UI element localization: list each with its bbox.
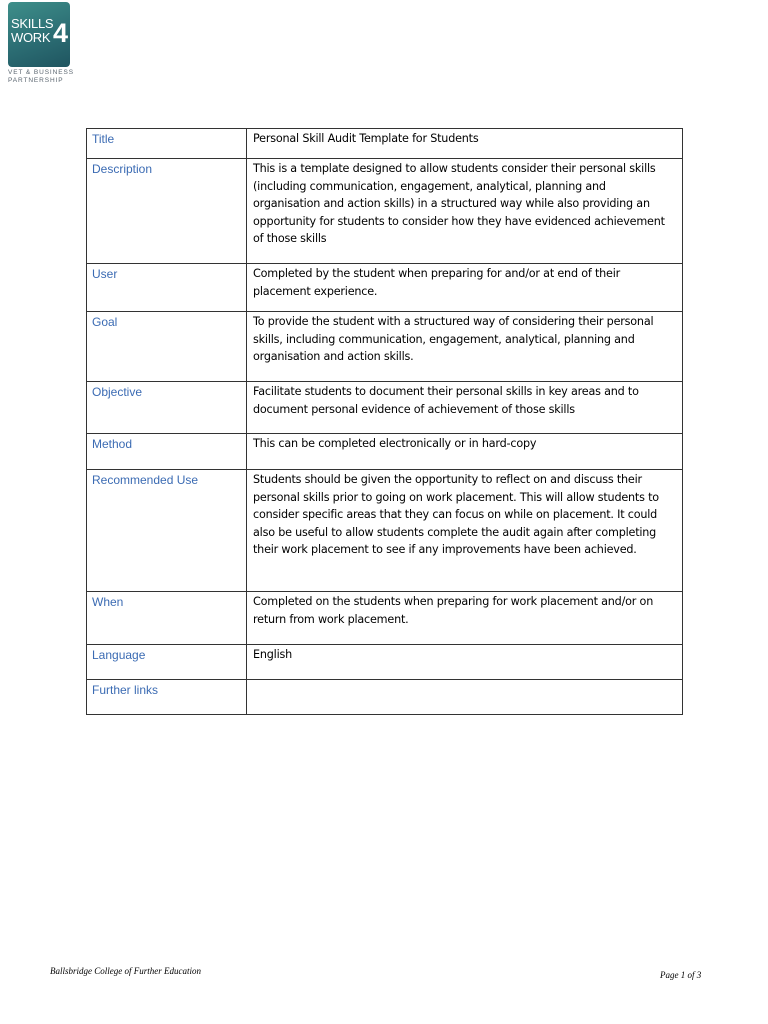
row-label: Further links: [87, 680, 247, 715]
table-row: [87, 645, 683, 680]
tagline-line1: VET & BUSINESS: [8, 69, 74, 76]
row-label: Description: [87, 159, 247, 264]
table-row: [87, 382, 683, 434]
row-value: Facilitate students to document their personal skills in key areas and to document personal evidence of achievement of those skills: [247, 382, 683, 434]
row-label: Recommended Use: [87, 470, 247, 592]
logo-tagline: [8, 69, 74, 85]
table-row: [87, 592, 683, 645]
table-row: [87, 680, 683, 715]
row-value: This can be completed electronically or in hard-copy: [247, 434, 683, 470]
logo-line2: WORK: [11, 30, 51, 45]
row-label: Objective: [87, 382, 247, 434]
row-label: Title: [87, 129, 247, 159]
footer-page-number: Page 1 of 3: [660, 970, 702, 980]
logo-line1: SKILLS: [11, 16, 54, 31]
row-label: Language: [87, 645, 247, 680]
footer-college-name: Ballsbridge College of Further Education: [50, 966, 201, 976]
table-row: [87, 264, 683, 312]
table-row: [87, 159, 683, 264]
row-value: Students should be given the opportunity to reflect on and discuss their personal skills prior to going on work placement. This will allow students to consider specific areas that they can focus on while on placement. It could also be useful to allow students complete the audit again after completing their work placement to see if any improvements have been achieved.: [247, 470, 683, 592]
logo-number: 4: [52, 18, 68, 48]
table-row: [87, 129, 683, 159]
row-value: This is a template designed to allow students consider their personal skills (including communication, engagement, analytical, planning and organisation and action skills) in a structured way while also providing an opportunity for students to consider how they have evidenced achievement of those skills: [247, 159, 683, 264]
row-value: To provide the student with a structured way of considering their personal skills, including communication, engagement, analytical, planning and organisation and action skills.: [247, 312, 683, 382]
tagline-line2: PARTNERSHIP: [8, 77, 64, 84]
row-value: [247, 680, 683, 715]
row-label: Goal: [87, 312, 247, 382]
table-row: [87, 470, 683, 592]
table-row: [87, 312, 683, 382]
row-value: Completed by the student when preparing for and/or at end of their placement experience.: [247, 264, 683, 312]
row-value: Completed on the students when preparing for work placement and/or on return from work placement.: [247, 592, 683, 645]
row-label: When: [87, 592, 247, 645]
row-label: Method: [87, 434, 247, 470]
table-row: [87, 434, 683, 470]
template-info-table: [86, 128, 683, 715]
row-value: Personal Skill Audit Template for Students: [247, 129, 683, 159]
row-value: English: [247, 645, 683, 680]
row-label: User: [87, 264, 247, 312]
skills-work-4-logo: [8, 2, 70, 67]
